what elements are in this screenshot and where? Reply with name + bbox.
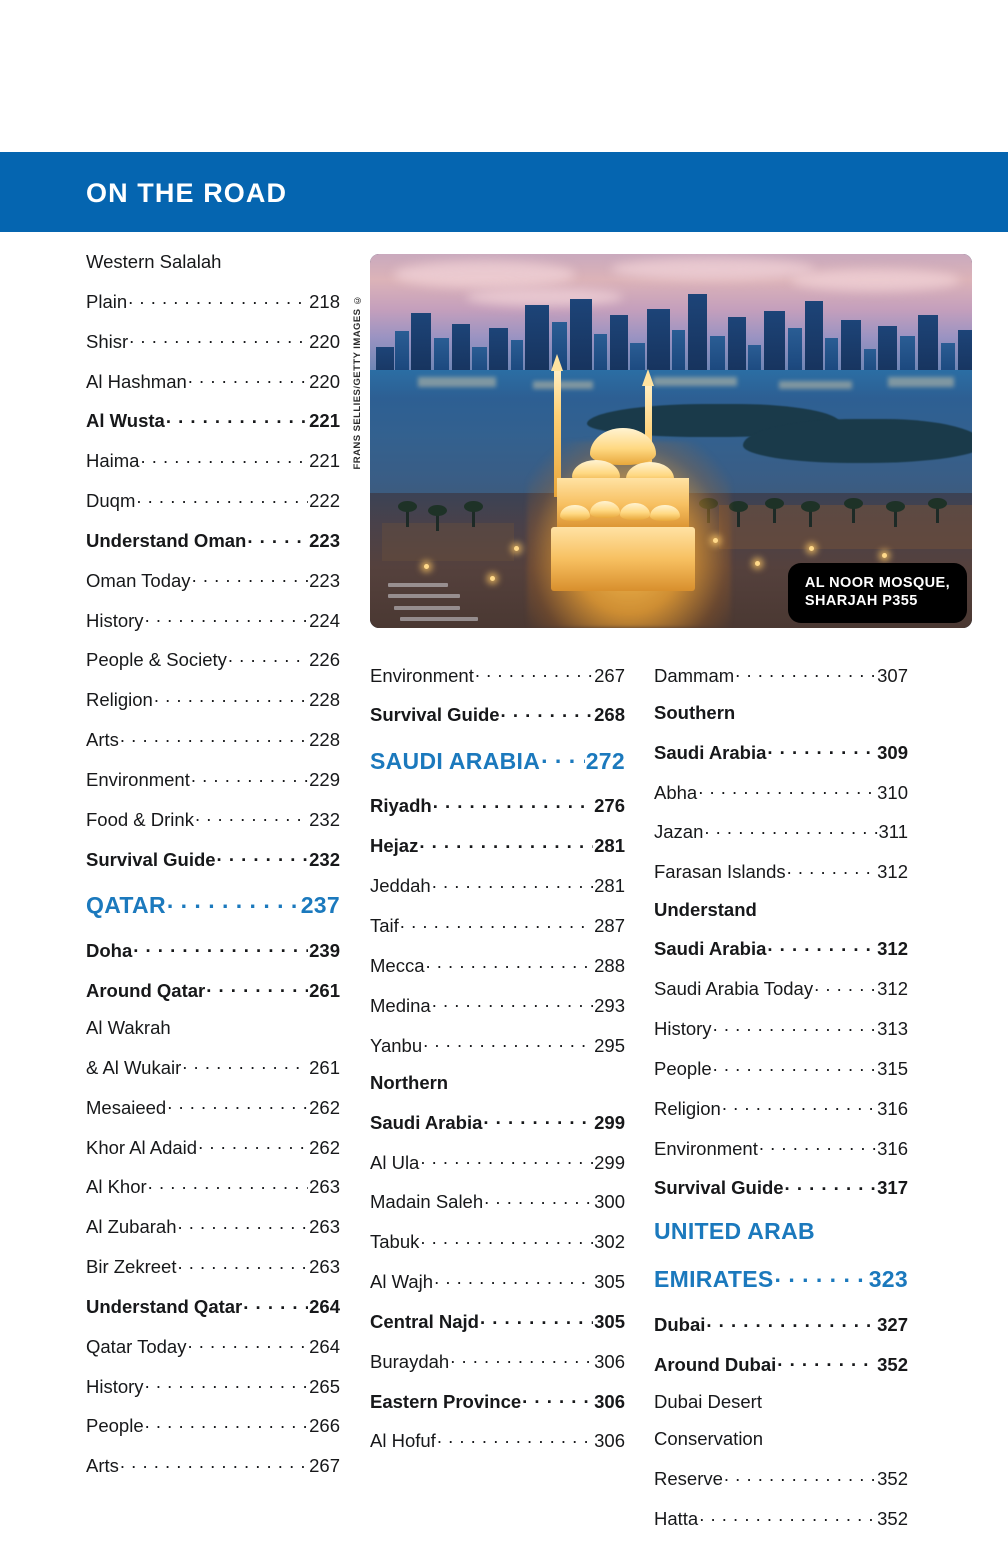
toc-entry[interactable]: [370, 1230, 625, 1253]
toc-entry-page-number: 311: [878, 821, 908, 843]
toc-entry-page-number: 276: [594, 795, 625, 817]
toc-entry[interactable]: [654, 780, 908, 803]
toc-leader-dots: [767, 937, 876, 956]
toc-entry-page-number: 237: [300, 892, 340, 918]
toc-leader-dots: [541, 746, 585, 769]
toc-entry-label: History: [654, 1018, 712, 1040]
toc-entry-page-number: 268: [594, 704, 625, 726]
toc-leader-dots: [759, 1136, 876, 1155]
toc-leader-dots: [129, 329, 308, 348]
toc-entry-label: Hatta: [654, 1508, 699, 1530]
toc-entry-page-number: 261: [309, 979, 340, 1001]
toc-entry-label: History: [86, 1375, 144, 1397]
toc-entry[interactable]: [370, 1429, 625, 1452]
toc-entry-first-line: Dubai Desert: [654, 1391, 762, 1413]
toc-entry[interactable]: [370, 1110, 625, 1133]
toc-entry-label: Around Qatar: [86, 979, 206, 1001]
toc-entry[interactable]: [86, 1454, 340, 1477]
toc-leader-dots: [480, 1309, 593, 1328]
toc-leader-dots: [243, 1294, 308, 1313]
toc-entry-page-number: 316: [877, 1097, 908, 1119]
toc-leader-dots: [777, 1352, 876, 1371]
toc-entry-label: Dammam: [654, 664, 735, 686]
toc-entry-page-number: 272: [585, 747, 625, 774]
toc-entry-page-number: 222: [309, 490, 340, 512]
toc-leader-dots: [483, 1110, 593, 1129]
toc-entry-page-number: 232: [309, 848, 340, 870]
toc-leader-dots: [145, 1414, 309, 1433]
toc-entry-label: Doha: [86, 939, 133, 961]
toc-entry-label: Religion: [654, 1097, 721, 1119]
toc-entry-page-number: 264: [309, 1335, 340, 1357]
photo-credit: FRANS SELLIES/GETTY IMAGES ©: [352, 294, 363, 470]
toc-entry[interactable]: [86, 369, 340, 392]
toc-entry-page-number: 224: [309, 609, 340, 631]
toc-entry-label: Qatar Today: [86, 1335, 187, 1357]
toc-entry-page-number: 223: [309, 569, 340, 591]
toc-entry[interactable]: [654, 820, 908, 843]
toc-entry[interactable]: [654, 1264, 908, 1292]
toc-entry-label: Survival Guide: [370, 704, 500, 726]
toc-entry[interactable]: [86, 890, 340, 918]
toc-leader-dots: [145, 608, 309, 627]
cloud-shape: [611, 258, 816, 280]
toc-entry-page-number: 306: [594, 1430, 625, 1452]
toc-entry-label: Environment: [86, 768, 190, 790]
toc-entry-page-number: 299: [594, 1111, 625, 1133]
toc-entry-first-line: Northern: [370, 1071, 449, 1093]
toc-entry-label: Understand Qatar: [86, 1295, 243, 1317]
toc-entry-page-number: 220: [309, 330, 340, 352]
toc-entry[interactable]: [654, 1352, 908, 1375]
toc-leader-dots: [724, 1467, 876, 1486]
toc-entry-label: & Al Wukair: [86, 1056, 182, 1078]
toc-entry[interactable]: [86, 528, 340, 551]
toc-entry[interactable]: [654, 1312, 908, 1335]
toc-entry-page-number: 312: [877, 938, 908, 960]
toc-entry-page-number: 266: [309, 1415, 340, 1437]
toc-entry-label: Madain Saleh: [370, 1191, 484, 1213]
toc-entry-page-number: 262: [309, 1136, 340, 1158]
toc-entry-label: Bir Zekreet: [86, 1256, 177, 1278]
toc-entry-second-line: Conservation: [654, 1428, 764, 1450]
toc-entry-first-line: Western Salalah: [86, 251, 222, 272]
toc-entry[interactable]: [86, 728, 340, 751]
toc-leader-dots: [187, 1334, 308, 1353]
toc-leader-dots: [722, 1096, 876, 1115]
toc-entry[interactable]: [654, 977, 908, 1000]
toc-entry-label: Mecca: [370, 954, 425, 976]
toc-entry[interactable]: [370, 1309, 625, 1332]
feature-photo-block: [352, 254, 972, 628]
toc-column-1: [86, 252, 340, 1494]
toc-entry-first-line: Southern: [654, 701, 736, 723]
toc-entry[interactable]: [370, 914, 625, 937]
toc-entry-page-number: 264: [309, 1295, 340, 1317]
toc-entry-page-number: 352: [877, 1508, 908, 1530]
toc-entry-page-number: 221: [309, 450, 340, 472]
toc-entry[interactable]: [86, 1414, 340, 1437]
toc-entry[interactable]: [370, 993, 625, 1016]
toc-entry-label: Al Zubarah: [86, 1216, 177, 1238]
toc-entry[interactable]: [370, 1389, 625, 1412]
toc-entry[interactable]: [654, 1507, 908, 1530]
toc-entry-label: Reserve: [654, 1468, 723, 1490]
toc-entry[interactable]: [86, 807, 340, 830]
toc-entry-page-number: 226: [309, 649, 340, 671]
toc-entry-label: Oman Today: [86, 569, 191, 591]
toc-leader-dots: [120, 728, 308, 747]
toc-entry[interactable]: [86, 688, 340, 711]
toc-entry[interactable]: [370, 1033, 625, 1056]
toc-entry-label: History: [86, 609, 144, 631]
toc-entry-label: QATAR: [86, 892, 166, 918]
toc-leader-dots: [704, 820, 877, 839]
toc-entry-page-number: 307: [877, 664, 908, 686]
toc-entry-label: Jeddah: [370, 875, 431, 897]
toc-entry-page-number: 262: [309, 1096, 340, 1118]
toc-entry[interactable]: [370, 1349, 625, 1372]
toc-leader-dots: [206, 978, 308, 997]
toc-entry[interactable]: [86, 847, 340, 870]
toc-entry[interactable]: [86, 1334, 340, 1357]
toc-entry-label: Arts: [86, 729, 119, 751]
toc-entry[interactable]: [86, 1095, 340, 1118]
toc-entry-first-line: UNITED ARAB: [654, 1217, 815, 1244]
toc-entry-page-number: 232: [309, 808, 340, 830]
toc-entry-page-number: 295: [594, 1034, 625, 1056]
toc-leader-dots: [501, 703, 594, 722]
toc-leader-dots: [699, 1507, 876, 1526]
toc-entry-page-number: 327: [877, 1313, 908, 1335]
toc-entry-page-number: 293: [594, 994, 625, 1016]
toc-entry[interactable]: [654, 1136, 908, 1159]
toc-entry-page-number: 228: [309, 689, 340, 711]
toc-leader-dots: [475, 663, 593, 682]
toc-entry-label: Yanbu: [370, 1034, 423, 1056]
toc-leader-dots: [154, 688, 308, 707]
toc-leader-dots: [188, 369, 308, 388]
toc-entry-label: Religion: [86, 689, 153, 711]
toc-leader-dots: [420, 1230, 593, 1249]
page-header-band: [0, 152, 1008, 232]
toc-leader-dots: [432, 993, 593, 1012]
toc-entry-label: Arts: [86, 1455, 119, 1477]
photo-caption-line-1: AL NOOR MOSQUE,: [804, 574, 950, 591]
toc-leader-dots: [192, 568, 309, 587]
toc-entry[interactable]: [86, 1055, 340, 1078]
toc-entry[interactable]: [370, 1190, 625, 1213]
toc-leader-dots: [167, 890, 300, 913]
toc-entry[interactable]: [86, 449, 340, 472]
toc-entry[interactable]: [86, 978, 340, 1001]
toc-leader-dots: [166, 409, 308, 428]
toc-leader-dots: [400, 914, 593, 933]
toc-leader-dots: [484, 1190, 593, 1209]
toc-leader-dots: [419, 834, 593, 853]
toc-entry[interactable]: [86, 938, 340, 961]
toc-entry-page-number: 239: [309, 939, 340, 961]
toc-entry-label: Buraydah: [370, 1350, 450, 1372]
toc-leader-dots: [177, 1255, 308, 1274]
toc-entry-label: EMIRATES: [654, 1266, 774, 1293]
toc-entry-label: People: [654, 1057, 712, 1079]
toc-entry-page-number: 317: [877, 1177, 908, 1199]
toc-entry[interactable]: [370, 663, 625, 686]
toc-entry-label: SAUDI ARABIA: [370, 747, 541, 774]
toc-entry-page-number: 305: [594, 1310, 625, 1332]
page-title: ON THE ROAD: [86, 178, 288, 208]
toc-leader-dots: [148, 1175, 308, 1194]
toc-entry-label: Saudi Arabia Today: [654, 978, 814, 1000]
toc-leader-dots: [767, 740, 876, 759]
toc-entry[interactable]: [654, 663, 908, 686]
toc-leader-dots: [713, 1056, 877, 1075]
toc-entry-page-number: 313: [877, 1018, 908, 1040]
toc-entry-label: Haima: [86, 450, 140, 472]
toc-leader-dots: [522, 1389, 593, 1408]
toc-entry-page-number: 306: [594, 1350, 625, 1372]
toc-leader-dots: [706, 1312, 876, 1331]
toc-entry-page-number: 352: [877, 1468, 908, 1490]
toc-leader-dots: [785, 1176, 877, 1195]
toc-entry-page-number: 312: [877, 861, 908, 883]
toc-entry-page-number: 299: [594, 1151, 625, 1173]
toc-leader-dots: [198, 1135, 308, 1154]
toc-entry-label: People & Society: [86, 649, 227, 671]
toc-entry-label: Saudi Arabia: [654, 938, 767, 960]
toc-entry[interactable]: [86, 608, 340, 631]
toc-entry[interactable]: [654, 937, 908, 960]
toc-leader-dots: [698, 780, 876, 799]
toc-entry-label: People: [86, 1415, 144, 1437]
toc-leader-dots: [120, 1454, 308, 1473]
toc-entry-label: Mesaieed: [86, 1096, 167, 1118]
toc-entry-page-number: 261: [309, 1056, 340, 1078]
toc-entry[interactable]: [654, 1176, 908, 1199]
toc-entry[interactable]: [654, 1056, 908, 1079]
toc-entry-first-line: Al Wakrah: [86, 1016, 171, 1038]
toc-entry-page-number: 310: [877, 781, 908, 803]
toc-entry-label: Al Hofuf: [370, 1430, 436, 1452]
toc-entry-label: Hejaz: [370, 835, 419, 857]
toc-entry-label: Survival Guide: [654, 1177, 784, 1199]
toc-entry-label: Central Najd: [370, 1310, 479, 1332]
toc-entry[interactable]: [370, 1270, 625, 1293]
toc-entry-label: Riyadh: [370, 795, 432, 817]
toc-entry-page-number: 281: [594, 875, 625, 897]
toc-entry-label: Understand Oman: [86, 529, 247, 551]
toc-leader-dots: [437, 1429, 593, 1448]
toc-entry[interactable]: [86, 329, 340, 352]
toc-entry[interactable]: [86, 1215, 340, 1238]
toc-entry-label: Plain: [86, 290, 128, 312]
toc-entry[interactable]: [370, 1150, 625, 1173]
toc-entry-label: Shisr: [86, 330, 129, 352]
toc-entry[interactable]: [370, 953, 625, 976]
toc-column-2: [370, 663, 625, 1469]
toc-leader-dots: [145, 1374, 309, 1393]
toc-leader-dots: [178, 1215, 309, 1234]
toc-entry-label: Eastern Province: [370, 1390, 522, 1412]
toc-entry-label: Al Hashman: [86, 370, 187, 392]
toc-entry-label: Saudi Arabia: [654, 741, 767, 763]
toc-entry-label: Al Wusta: [86, 410, 165, 432]
toc-entry-page-number: 315: [877, 1057, 908, 1079]
toc-entry[interactable]: [370, 794, 625, 817]
toc-entry[interactable]: [86, 767, 340, 790]
toc-entry-label: Around Dubai: [654, 1353, 777, 1375]
toc-entry[interactable]: [86, 1255, 340, 1278]
toc-leader-dots: [434, 1270, 593, 1289]
toc-entry-label: Environment: [370, 664, 474, 686]
toc-entry-label: Duqm: [86, 490, 136, 512]
toc-entry-page-number: 263: [309, 1176, 340, 1198]
toc-entry-label: Medina: [370, 994, 431, 1016]
toc-entry-page-number: 287: [594, 915, 625, 937]
toc-entry[interactable]: [654, 860, 908, 883]
toc-leader-dots: [420, 1150, 593, 1169]
toc-entry-label: Khor Al Adaid: [86, 1136, 198, 1158]
toc-entry[interactable]: [370, 834, 625, 857]
toc-entry-label: Environment: [654, 1137, 758, 1159]
photo-island: [743, 419, 972, 464]
toc-entry-page-number: 309: [877, 741, 908, 763]
toc-leader-dots: [787, 860, 877, 879]
toc-entry-page-number: 300: [594, 1191, 625, 1213]
toc-leader-dots: [814, 977, 876, 996]
toc-leader-dots: [450, 1349, 593, 1368]
toc-leader-dots: [133, 938, 308, 957]
toc-entry-page-number: 223: [309, 529, 340, 551]
toc-entry-page-number: 220: [309, 370, 340, 392]
toc-leader-dots: [191, 767, 308, 786]
toc-entry-page-number: 265: [309, 1375, 340, 1397]
toc-leader-dots: [735, 663, 876, 682]
toc-leader-dots: [195, 807, 308, 826]
toc-entry-page-number: 218: [309, 290, 340, 312]
toc-entry-page-number: 306: [594, 1390, 625, 1412]
toc-entry-page-number: 263: [309, 1256, 340, 1278]
toc-entry-label: Survival Guide: [86, 848, 216, 870]
toc-entry[interactable]: [370, 874, 625, 897]
toc-entry[interactable]: [86, 409, 340, 432]
toc-entry-label: Al Khor: [86, 1176, 147, 1198]
toc-entry-page-number: 267: [594, 664, 625, 686]
toc-entry-label: Taif: [370, 915, 399, 937]
toc-entry[interactable]: [654, 740, 908, 763]
toc-entry-page-number: 263: [309, 1216, 340, 1238]
toc-leader-dots: [136, 489, 308, 508]
toc-entry[interactable]: [86, 568, 340, 591]
toc-leader-dots: [247, 528, 308, 547]
toc-entry[interactable]: [86, 1175, 340, 1198]
toc-leader-dots: [775, 1264, 868, 1287]
toc-entry-page-number: 312: [877, 978, 908, 1000]
toc-entry-label: Jazan: [654, 821, 704, 843]
toc-entry[interactable]: [86, 1135, 340, 1158]
toc-entry[interactable]: [370, 746, 625, 774]
toc-leader-dots: [228, 648, 308, 667]
toc-leader-dots: [423, 1033, 593, 1052]
toc-leader-dots: [432, 874, 593, 893]
toc-entry[interactable]: [86, 289, 340, 312]
toc-entry-label: Tabuk: [370, 1231, 420, 1253]
toc-entry-page-number: 221: [309, 410, 340, 432]
toc-column-3: [654, 663, 908, 1546]
toc-entry-label: Food & Drink: [86, 808, 194, 830]
toc-entry-label: Al Wajh: [370, 1271, 434, 1293]
photo-caption: [788, 563, 967, 623]
toc-leader-dots: [426, 953, 594, 972]
toc-entry[interactable]: [370, 703, 625, 726]
toc-entry[interactable]: [86, 1294, 340, 1317]
toc-entry-page-number: 288: [594, 954, 625, 976]
toc-entry-page-number: 267: [309, 1455, 340, 1477]
toc-entry[interactable]: [654, 1467, 908, 1490]
toc-leader-dots: [433, 794, 593, 813]
photo-caption-line-2: SHARJAH P355: [804, 593, 918, 610]
toc-leader-dots: [713, 1017, 877, 1036]
toc-entry-label: Abha: [654, 781, 698, 803]
toc-entry[interactable]: [86, 489, 340, 512]
toc-entry-first-line: Understand: [654, 898, 757, 920]
toc-entry[interactable]: [654, 1017, 908, 1040]
toc-leader-dots: [182, 1055, 308, 1074]
feature-photo: [370, 254, 972, 628]
toc-leader-dots: [128, 289, 308, 308]
toc-entry[interactable]: [86, 1374, 340, 1397]
toc-entry-page-number: 302: [594, 1231, 625, 1253]
toc-entry-page-number: 229: [309, 768, 340, 790]
toc-entry-label: Dubai: [654, 1313, 706, 1335]
toc-entry-page-number: 228: [309, 729, 340, 751]
toc-leader-dots: [140, 449, 308, 468]
toc-entry-page-number: 316: [877, 1137, 908, 1159]
toc-entry[interactable]: [654, 1096, 908, 1119]
toc-entry-label: Saudi Arabia: [370, 1111, 483, 1133]
toc-entry[interactable]: [86, 648, 340, 671]
toc-entry-label: Al Ula: [370, 1151, 420, 1173]
toc-entry-page-number: 281: [594, 835, 625, 857]
toc-entry-page-number: 323: [868, 1266, 908, 1293]
toc-entry-page-number: 352: [877, 1353, 908, 1375]
toc-entry-page-number: 305: [594, 1271, 625, 1293]
toc-leader-dots: [217, 847, 309, 866]
toc-entry-label: Farasan Islands: [654, 861, 786, 883]
toc-leader-dots: [167, 1095, 308, 1114]
